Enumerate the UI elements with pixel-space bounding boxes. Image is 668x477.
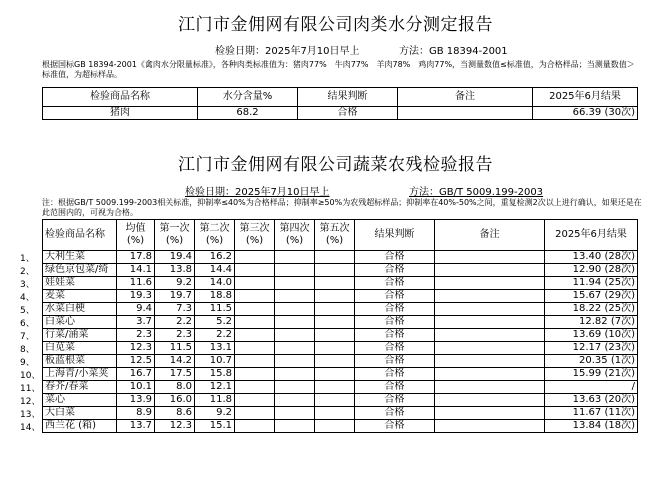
veg-cell-t2: 5.2 xyxy=(195,316,235,329)
veg-col-avg: 均值(%) xyxy=(117,220,155,251)
veg-cell-t3 xyxy=(235,303,275,316)
veg-cell-remark xyxy=(435,368,545,381)
veg-cell-t1: 8.6 xyxy=(155,407,195,420)
veg-cell-t1: 11.5 xyxy=(155,342,195,355)
veg-cell-avg: 10.1 xyxy=(117,381,155,394)
veg-cell-prev: 13.40 (28次) xyxy=(545,251,638,264)
veg-cell-remark xyxy=(435,394,545,407)
veg-cell-result: 合格 xyxy=(355,329,435,342)
veg-col-prev: 2025年6月结果 xyxy=(545,220,638,251)
table-row xyxy=(43,342,638,355)
veg-cell-name: 菜心 xyxy=(43,394,117,407)
row-number: 5、 xyxy=(20,306,35,316)
veg-cell-t2: 11.8 xyxy=(195,394,235,407)
veg-col-t3: 第三次(%) xyxy=(235,220,275,251)
veg-cell-t2: 9.2 xyxy=(195,407,235,420)
meat-standard-note: 根据国标GB 18394-2001《禽肉水分限量标准》，各种肉类标准值为：猪肉77% 牛肉77% 羊肉78% 鸡肉77%，当测量数值≤标准值，为合格样品；当测量数值＞标准值，为超标样品。 xyxy=(42,60,635,79)
veg-cell-remark xyxy=(435,329,545,342)
veg-cell-t2: 12.1 xyxy=(195,381,235,394)
veg-cell-t1: 9.2 xyxy=(155,277,195,290)
table-row xyxy=(43,251,638,264)
meat-date-label: 检验日期： xyxy=(215,46,265,57)
veg-cell-remark xyxy=(435,407,545,420)
veg-cell-t4 xyxy=(275,342,315,355)
meat-col-result: 结果判断 xyxy=(298,88,398,107)
row-number: 12、 xyxy=(20,397,41,407)
veg-cell-t1: 2.2 xyxy=(155,316,195,329)
veg-cell-name: 西兰花 (箱) xyxy=(43,420,117,433)
veg-cell-remark xyxy=(435,420,545,433)
veg-cell-avg: 16.7 xyxy=(117,368,155,381)
veg-cell-prev: 20.35 (1次) xyxy=(545,355,638,368)
veg-cell-t2: 18.8 xyxy=(195,290,235,303)
veg-cell-t5 xyxy=(315,381,355,394)
veg-cell-result: 合格 xyxy=(355,316,435,329)
row-number: 1、 xyxy=(20,254,35,264)
veg-method xyxy=(409,183,543,198)
veg-cell-t4 xyxy=(275,277,315,290)
meat-row-result: 合格 xyxy=(298,107,398,120)
veg-col-t4: 第四次(%) xyxy=(275,220,315,251)
veg-cell-t2: 13.1 xyxy=(195,342,235,355)
table-row xyxy=(43,264,638,277)
veg-cell-t4 xyxy=(275,420,315,433)
veg-method-label: 方法： xyxy=(409,187,439,198)
veg-cell-name: 绿色京包菜/绮 xyxy=(43,264,117,277)
row-number: 2、 xyxy=(20,267,35,277)
veg-cell-t5 xyxy=(315,329,355,342)
veg-cell-remark xyxy=(435,342,545,355)
veg-cell-t5 xyxy=(315,420,355,433)
veg-cell-t4 xyxy=(275,355,315,368)
veg-cell-prev: 15.99 (21次) xyxy=(545,368,638,381)
veg-cell-result: 合格 xyxy=(355,264,435,277)
veg-cell-t5 xyxy=(315,277,355,290)
veg-cell-result: 合格 xyxy=(355,355,435,368)
row-number: 7、 xyxy=(20,332,35,342)
veg-cell-t5 xyxy=(315,251,355,264)
veg-cell-prev: 13.84 (18次) xyxy=(545,420,638,433)
row-number: 6、 xyxy=(20,319,35,329)
veg-cell-result: 合格 xyxy=(355,342,435,355)
veg-cell-name: 白苋菜 xyxy=(43,342,117,355)
veg-table-header xyxy=(43,220,638,251)
veg-cell-result: 合格 xyxy=(355,394,435,407)
veg-date-value: 2025年7月10日早上 xyxy=(235,187,330,198)
veg-cell-t4 xyxy=(275,264,315,277)
meat-row-prev: 66.39 (30次) xyxy=(533,107,638,120)
veg-cell-name: 麦菜 xyxy=(43,290,117,303)
row-number: 4、 xyxy=(20,293,35,303)
veg-date-label: 检验日期： xyxy=(185,187,235,198)
veg-cell-t2: 16.2 xyxy=(195,251,235,264)
veg-cell-t4 xyxy=(275,329,315,342)
veg-cell-t5 xyxy=(315,407,355,420)
veg-col-name: 检验商品名称 xyxy=(43,220,117,251)
veg-cell-t1: 17.5 xyxy=(155,368,195,381)
veg-cell-t3 xyxy=(235,420,275,433)
veg-cell-name: 娃娃菜 xyxy=(43,277,117,290)
veg-cell-t3 xyxy=(235,290,275,303)
table-row xyxy=(43,329,638,342)
veg-cell-avg: 3.7 xyxy=(117,316,155,329)
veg-cell-t3 xyxy=(235,277,275,290)
meat-method-value: GB 18394-2001 xyxy=(429,46,508,57)
veg-method-value: GB/T 5009.199-2003 xyxy=(439,187,544,198)
meat-col-remark: 备注 xyxy=(398,88,533,107)
veg-cell-t5 xyxy=(315,368,355,381)
veg-col-t2: 第二次(%) xyxy=(195,220,235,251)
veg-cell-prev: 18.22 (25次) xyxy=(545,303,638,316)
veg-cell-t3 xyxy=(235,394,275,407)
veg-cell-t4 xyxy=(275,303,315,316)
meat-method xyxy=(399,42,508,57)
veg-cell-result: 合格 xyxy=(355,420,435,433)
veg-cell-t5 xyxy=(315,290,355,303)
veg-cell-t3 xyxy=(235,264,275,277)
veg-cell-t4 xyxy=(275,381,315,394)
meat-date xyxy=(215,42,360,57)
veg-cell-t2: 2.2 xyxy=(195,329,235,342)
veg-cell-remark xyxy=(435,316,545,329)
veg-cell-avg: 14.1 xyxy=(117,264,155,277)
veg-cell-name: 春芥/春菜 xyxy=(43,381,117,394)
veg-cell-remark xyxy=(435,290,545,303)
veg-cell-t5 xyxy=(315,316,355,329)
table-row xyxy=(43,355,638,368)
veg-cell-avg: 19.3 xyxy=(117,290,155,303)
meat-row-name: 猪肉 xyxy=(43,107,198,120)
veg-cell-t2: 15.8 xyxy=(195,368,235,381)
veg-cell-result: 合格 xyxy=(355,277,435,290)
table-row xyxy=(43,303,638,316)
veg-cell-remark xyxy=(435,264,545,277)
veg-cell-avg: 11.6 xyxy=(117,277,155,290)
veg-cell-avg: 13.9 xyxy=(117,394,155,407)
veg-cell-t2: 11.5 xyxy=(195,303,235,316)
veg-cell-remark xyxy=(435,381,545,394)
veg-cell-t1: 12.3 xyxy=(155,420,195,433)
veg-cell-t1: 19.7 xyxy=(155,290,195,303)
meat-date-value: 2025年7月10日早上 xyxy=(265,46,360,57)
row-number: 10、 xyxy=(20,371,41,381)
table-row xyxy=(43,381,638,394)
veg-cell-name: 行菜/涌菜 xyxy=(43,329,117,342)
veg-cell-t4 xyxy=(275,368,315,381)
veg-cell-remark xyxy=(435,303,545,316)
veg-cell-prev: 13.63 (20次) xyxy=(545,394,638,407)
veg-cell-remark xyxy=(435,251,545,264)
table-row xyxy=(43,368,638,381)
veg-cell-t2: 15.1 xyxy=(195,420,235,433)
veg-report-title: 江门市金佣网有限公司蔬菜农残检验报告 xyxy=(178,155,493,175)
veg-cell-result: 合格 xyxy=(355,303,435,316)
meat-table xyxy=(42,87,638,120)
veg-cell-t5 xyxy=(315,394,355,407)
veg-cell-prev: 12.90 (28次) xyxy=(545,264,638,277)
veg-cell-t4 xyxy=(275,407,315,420)
meat-row-value: 68.2 xyxy=(198,107,298,120)
row-number: 9、 xyxy=(20,358,35,368)
table-row xyxy=(43,407,638,420)
row-number: 3、 xyxy=(20,280,35,290)
veg-cell-t4 xyxy=(275,316,315,329)
veg-cell-remark xyxy=(435,277,545,290)
veg-date xyxy=(185,183,330,198)
table-row xyxy=(43,394,638,407)
veg-cell-t3 xyxy=(235,368,275,381)
veg-col-remark: 备注 xyxy=(435,220,545,251)
veg-cell-t5 xyxy=(315,264,355,277)
veg-col-t5: 第五次(%) xyxy=(315,220,355,251)
veg-cell-t2: 14.0 xyxy=(195,277,235,290)
veg-col-result: 结果判断 xyxy=(355,220,435,251)
veg-cell-t1: 2.3 xyxy=(155,329,195,342)
veg-cell-t3 xyxy=(235,251,275,264)
veg-table xyxy=(42,219,638,433)
veg-cell-t3 xyxy=(235,329,275,342)
veg-cell-avg: 17.8 xyxy=(117,251,155,264)
veg-cell-prev: / xyxy=(545,381,638,394)
table-row xyxy=(43,316,638,329)
veg-cell-prev: 11.94 (25次) xyxy=(545,277,638,290)
veg-cell-t2: 10.7 xyxy=(195,355,235,368)
meat-col-name: 检验商品名称 xyxy=(43,88,198,107)
veg-cell-t1: 13.8 xyxy=(155,264,195,277)
veg-cell-t5 xyxy=(315,355,355,368)
veg-cell-prev: 11.67 (11次) xyxy=(545,407,638,420)
veg-cell-avg: 2.3 xyxy=(117,329,155,342)
veg-cell-avg: 12.5 xyxy=(117,355,155,368)
veg-cell-result: 合格 xyxy=(355,407,435,420)
veg-cell-prev: 13.69 (10次) xyxy=(545,329,638,342)
row-number: 11、 xyxy=(20,384,41,394)
veg-cell-t4 xyxy=(275,394,315,407)
veg-cell-t1: 16.0 xyxy=(155,394,195,407)
veg-cell-name: 大白菜 xyxy=(43,407,117,420)
veg-cell-name: 上海青/小菜荚 xyxy=(43,368,117,381)
veg-cell-avg: 8.9 xyxy=(117,407,155,420)
row-number: 14、 xyxy=(20,423,41,433)
row-number: 13、 xyxy=(20,410,41,420)
veg-cell-prev: 12.17 (23次) xyxy=(545,342,638,355)
veg-cell-name: 白菜心 xyxy=(43,316,117,329)
veg-cell-result: 合格 xyxy=(355,290,435,303)
table-row xyxy=(43,420,638,433)
veg-cell-prev: 12.82 (7次) xyxy=(545,316,638,329)
meat-method-label: 方法： xyxy=(399,46,429,57)
veg-cell-t1: 8.0 xyxy=(155,381,195,394)
veg-cell-result: 合格 xyxy=(355,368,435,381)
veg-cell-t1: 14.2 xyxy=(155,355,195,368)
meat-table-header xyxy=(43,88,638,107)
veg-cell-t3 xyxy=(235,407,275,420)
veg-cell-avg: 9.4 xyxy=(117,303,155,316)
veg-cell-t1: 7.3 xyxy=(155,303,195,316)
veg-cell-t3 xyxy=(235,355,275,368)
veg-cell-t5 xyxy=(315,303,355,316)
veg-cell-t2: 14.4 xyxy=(195,264,235,277)
veg-cell-t3 xyxy=(235,342,275,355)
veg-cell-result: 合格 xyxy=(355,381,435,394)
veg-col-t1: 第一次(%) xyxy=(155,220,195,251)
table-row xyxy=(43,107,638,120)
meat-col-moisture: 水分含量% xyxy=(198,88,298,107)
veg-cell-prev: 15.67 (29次) xyxy=(545,290,638,303)
veg-cell-name: 板蓝根菜 xyxy=(43,355,117,368)
meat-report-title: 江门市金佣网有限公司肉类水分测定报告 xyxy=(178,15,493,35)
row-number: 8、 xyxy=(20,345,35,355)
veg-cell-t5 xyxy=(315,342,355,355)
veg-cell-result: 合格 xyxy=(355,251,435,264)
meat-col-prev: 2025年6月结果 xyxy=(533,88,638,107)
veg-cell-t4 xyxy=(275,251,315,264)
veg-cell-t1: 19.4 xyxy=(155,251,195,264)
meat-row-remark xyxy=(398,107,533,120)
veg-cell-avg: 13.7 xyxy=(117,420,155,433)
veg-cell-name: 水菜白梗 xyxy=(43,303,117,316)
veg-cell-avg: 12.3 xyxy=(117,342,155,355)
veg-cell-t3 xyxy=(235,381,275,394)
table-row xyxy=(43,277,638,290)
veg-cell-name: 大利生菜 xyxy=(43,251,117,264)
veg-cell-remark xyxy=(435,355,545,368)
veg-standard-note: 注：根据GB/T 5009.199-2003相关标准，抑制率≤40%为合格样品；抑制率≥50%为农残超标样品；抑制率在40%-50%之间，重复检测2次以上进行确认，如果还是在此范围内的，可视为合格。 xyxy=(42,198,642,217)
veg-cell-t3 xyxy=(235,316,275,329)
table-row xyxy=(43,290,638,303)
veg-cell-t4 xyxy=(275,290,315,303)
